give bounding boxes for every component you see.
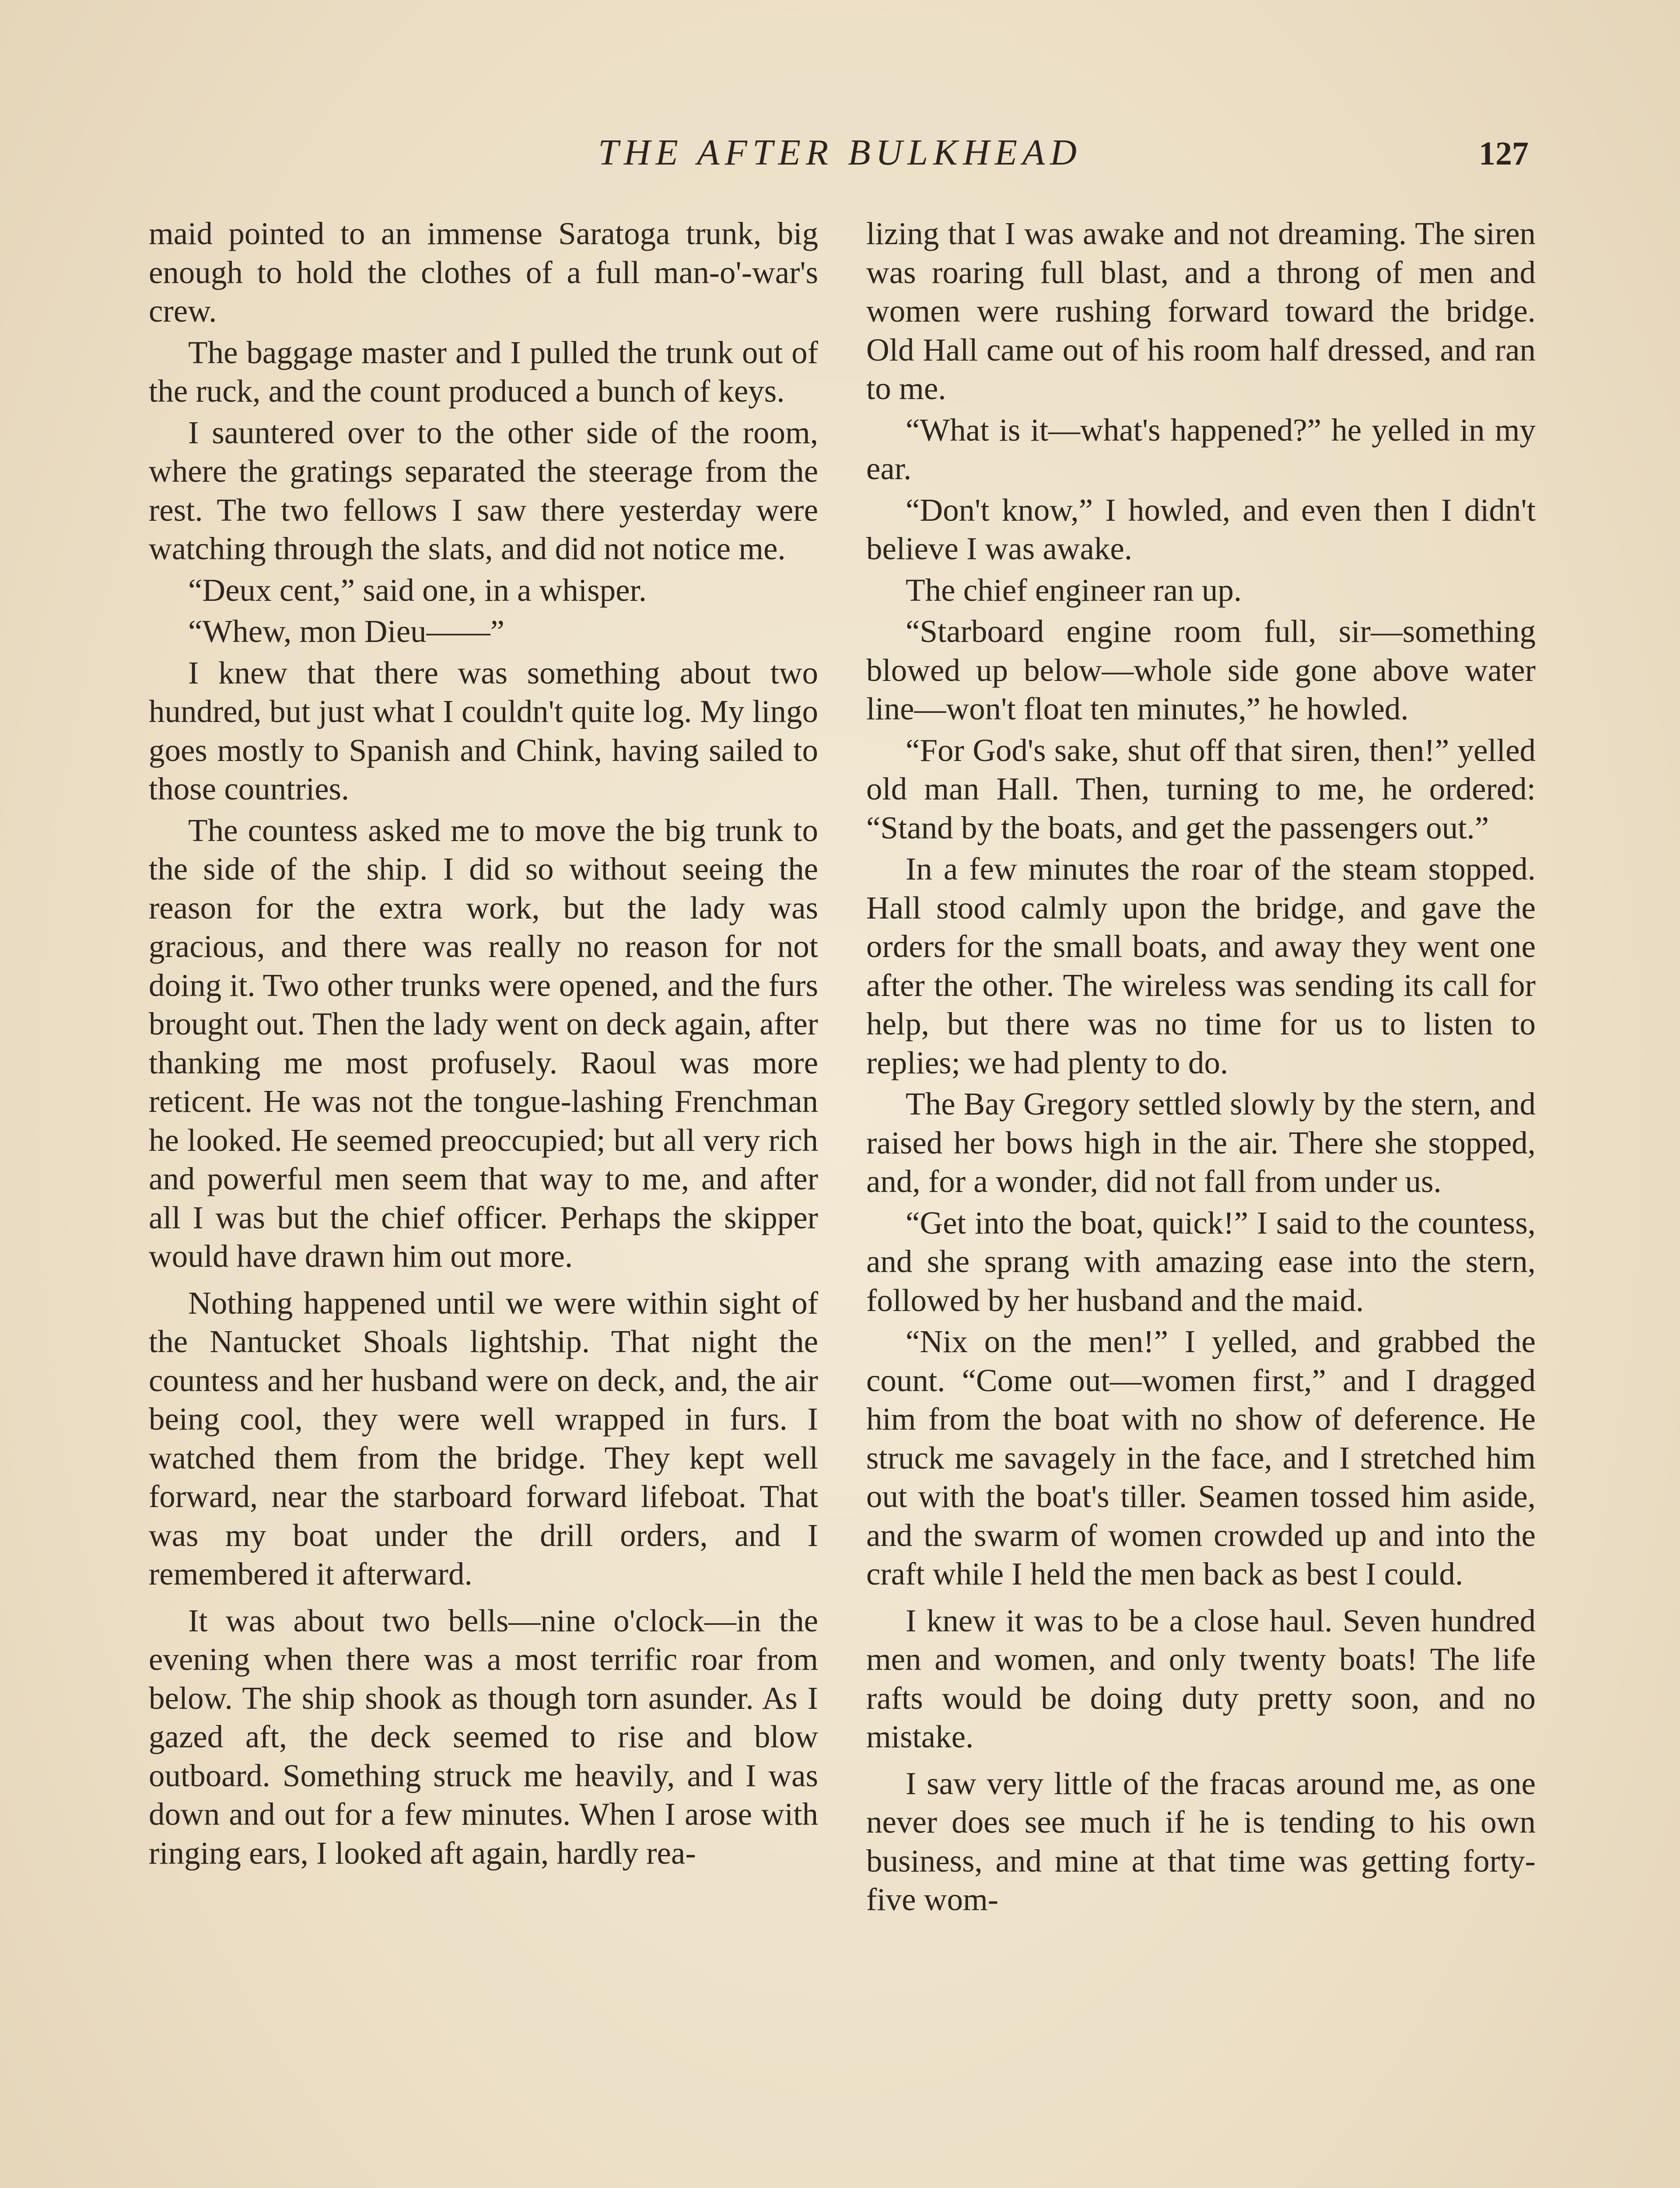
- paragraph: I sauntered over to the other side of the room, where the gratings separated the steerage from the rest. The two fellows I saw there yesterday were watching through the slats, and did not notice me.: [149, 414, 818, 566]
- paragraph: “Deux cent,” said one, in a whisper.: [188, 572, 647, 608]
- paragraph: The baggage master and I pulled the trunk out of the ruck, and the count produced a bunch of keys.: [149, 334, 818, 409]
- paragraph: The chief engineer ran up.: [906, 572, 1242, 608]
- page-number: 127: [1479, 135, 1529, 172]
- paragraph: “For God's sake, shut off that siren, then!” yelled old man Hall. Then, turning to me, he ordered: “Stand by the boats, and get the passengers out.”: [866, 732, 1536, 845]
- right-column: [866, 214, 1536, 1922]
- paragraph: I knew it was to be a close haul. Seven hundred men and women, and only twenty boats! The life rafts would be doing duty pretty soon, and no mistake.: [866, 1602, 1536, 1754]
- paragraph: “Starboard engine room full, sir—something blowed up below—whole side gone above water line—won't float ten minutes,” he howled.: [866, 614, 1536, 726]
- paragraph: “Don't know,” I howled, and even then I didn't believe I was awake.: [866, 492, 1536, 566]
- paragraph: “Get into the boat, quick!” I said to the countess, and she sprang with amazing ease into the stern, followed by her husband and the maid.: [866, 1205, 1536, 1318]
- left-column: [149, 214, 818, 1875]
- paragraph: Nothing happened until we were within sight of the Nantucket Shoals lightship. That night the countess and her husband were on deck, and, the air being cool, they were well wrapped in furs. I watched them from the bridge. They kept well forward, near the starboard forward lifeboat. That was my boat under the drill orders, and I remembered it afterward.: [149, 1285, 818, 1592]
- paragraph: I knew that there was something about two hundred, but just what I couldn't quite log. My lingo goes mostly to Spanish and Chink, having sailed to those countries.: [149, 655, 818, 806]
- paragraph: maid pointed to an immense Saratoga trunk, big enough to hold the clothes of a full man-o'-war's crew.: [149, 216, 818, 329]
- paragraph: In a few minutes the roar of the steam stopped. Hall stood calmly upon the bridge, and gave the orders for the small boats, and away they went one after the other. The wireless was sending its call for help, but there was no time for us to listen to replies; we had plenty to do.: [866, 851, 1536, 1080]
- paragraph: “What is it—what's happened?” he yelled in my ear.: [866, 412, 1536, 486]
- running-title: THE AFTER BULKHEAD: [598, 132, 1082, 173]
- paragraph: The countess asked me to move the big trunk to the side of the ship. I did so without seeing the reason for the extra work, but the lady was gracious, and there was really no reason for not doing it. Two other trunks were opened, and the furs brought out. Then the lady went on deck again, after thanking me most profusely. Raoul was more reticent. He was not the tongue-lashing Frenchman he looked. He seemed preoccupied; but all very rich and powerful men seem that way to me, and after all I was but the chief officer. Perhaps the skipper would have drawn him out more.: [149, 812, 818, 1274]
- paragraph: I saw very little of the fracas around me, as one never does see much if he is tending to his own business, and mine at that time was getting forty-five wom-: [866, 1765, 1536, 1917]
- paragraph: The Bay Gregory settled slowly by the stern, and raised her bows high in the air. There she stopped, and, for a wonder, did not fall from under us.: [866, 1086, 1536, 1199]
- page-header: [0, 131, 1680, 188]
- paragraph: “Whew, mon Dieu——”: [188, 614, 505, 649]
- paragraph: lizing that I was awake and not dreaming. The siren was roaring full blast, and a throng of men and women were rushing forward toward the bridge. Old Hall came out of his room half dressed, and ran to me.: [866, 216, 1536, 406]
- paragraph: “Nix on the men!” I yelled, and grabbed the count. “Come out—women first,” and I dragged him from the boat with no show of deference. He struck me savagely in the face, and I stretched him out with the boat's tiller. Seamen tossed him aside, and the swarm of women crowded up and into the craft while I held the men back as best I could.: [866, 1324, 1536, 1592]
- paragraph: It was about two bells—nine o'clock—in the evening when there was a most terrific roar from below. The ship shook as though torn asunder. As I gazed aft, the deck seemed to rise and blow outboard. Something struck me heavily, and I was down and out for a few minutes. When I arose with ringing ears, I looked aft again, hardly rea-: [149, 1602, 818, 1871]
